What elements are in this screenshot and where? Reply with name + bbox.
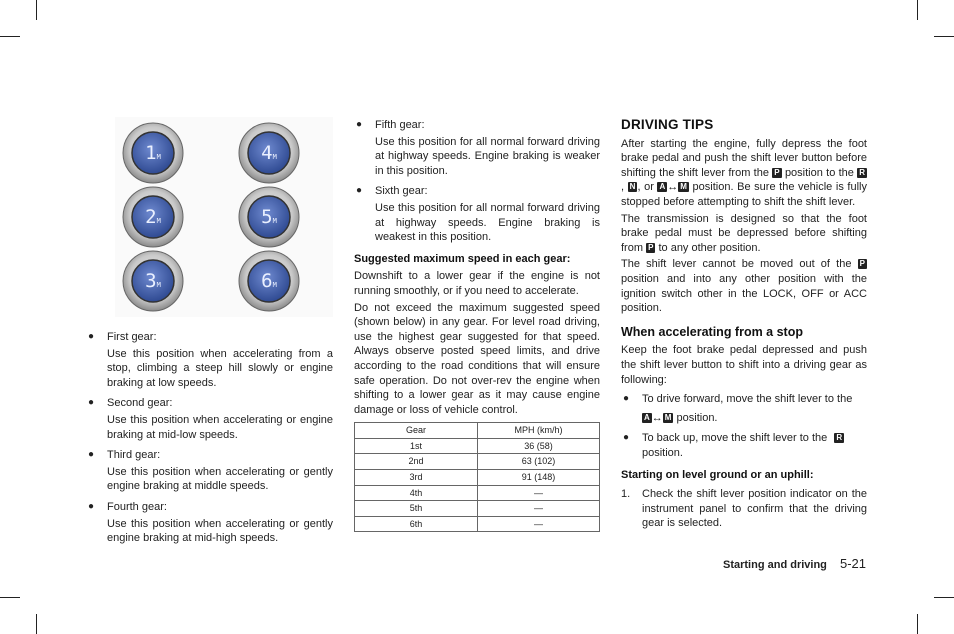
paragraph: After starting the engine, fully depress the foot brake pedal and push the shift lever button before shifting the shift lever from the P position to the R, N , or A ↔ M position. Be sure the vehicle is fully stopped before attempting to shift the shift lever.	[621, 137, 867, 208]
bullet-item	[621, 431, 867, 460]
text: to any other position.	[658, 241, 761, 254]
gear-3-label: 3M	[145, 270, 161, 292]
table-row	[355, 516, 600, 532]
item-text: Use this position when accelerating from a stop, climbing a steep hill slowly or engine braking at low speeds.	[107, 347, 333, 389]
gear-item	[354, 118, 600, 178]
gear-4-label: 4M	[261, 142, 277, 164]
paragraph: Do not exceed the maximum suggested speed (shown below) in any gear. For level road driving, use the highest gear suggested for that speed. Always observe posted speed limits, and drive according to the road conditions that will ensure safe operation. Do not over-rev the engine when shifting to a lower gear as it may cause engine damage or loss of vehicle control.	[354, 301, 600, 416]
arrow-icon: ↔	[667, 181, 679, 194]
bullet-title	[86, 396, 333, 411]
item-title: First gear:	[107, 331, 157, 343]
paragraph	[621, 257, 867, 315]
table-header: MPH (km/h)	[478, 423, 600, 439]
table-cell: 91 (148)	[478, 470, 600, 486]
bullet-item	[621, 392, 867, 425]
gear-item	[86, 500, 333, 546]
crop-mark	[917, 614, 918, 634]
bullet-title	[354, 184, 600, 199]
gear-indicators-svg	[115, 117, 333, 317]
paragraph	[621, 212, 867, 256]
table-cell: —	[478, 501, 600, 517]
item-text: Use this position when accelerating or gently engine braking at mid-high speeds.	[107, 517, 333, 545]
bullet-continuation	[642, 411, 867, 426]
crop-mark	[0, 597, 20, 598]
table-cell: 63 (102)	[478, 454, 600, 470]
speed-heading: Suggested maximum speed in each gear:	[354, 252, 571, 265]
text: position.	[676, 411, 718, 424]
text: position to the	[784, 166, 854, 179]
item-title: Fourth gear:	[107, 500, 167, 513]
bullet-title	[86, 448, 333, 463]
item-text: Use this position when accelerating or gently engine braking at middle speeds.	[107, 465, 333, 493]
gear-4-indicator	[239, 123, 299, 183]
table-row	[355, 470, 600, 486]
level-heading: Starting on level ground or an uphill:	[621, 469, 814, 482]
bullet-dot: ●	[356, 185, 363, 197]
gear-item	[86, 448, 333, 494]
gear-item	[354, 184, 600, 244]
item-title: Third gear:	[107, 449, 161, 462]
text: To drive forward, move the shift lever to the	[642, 393, 853, 406]
r-key-icon: R	[859, 167, 866, 177]
crop-mark	[0, 36, 20, 37]
item-text: Use this position for all normal forward driving at highway speeds. Engine braking is weakest in this position.	[375, 201, 600, 244]
section-heading: DRIVING TIPS	[621, 117, 714, 132]
gear-5-indicator	[239, 187, 299, 247]
table-cell: 5th	[355, 501, 478, 517]
gear-item	[86, 330, 333, 390]
speed-table	[354, 422, 600, 532]
numbered-step	[621, 487, 867, 531]
table-cell: —	[478, 485, 600, 501]
gear-1-label: 1M	[145, 142, 161, 164]
text: position. Be sure the vehicle is fully stopped before attempting to shift the shift lever.	[621, 181, 867, 208]
bullet-dot: ●	[88, 331, 95, 342]
bullet-text	[621, 431, 867, 446]
bullet-dot: ●	[88, 500, 95, 512]
m-key-icon: M	[680, 182, 687, 192]
gear-2-label: 2M	[145, 206, 161, 228]
text: The shift lever cannot be moved out of the	[621, 258, 852, 271]
middle-column	[354, 118, 600, 532]
crop-mark	[934, 597, 954, 598]
bullet-dot: ●	[623, 432, 630, 444]
page-footer	[723, 556, 866, 571]
table-row	[355, 454, 600, 470]
table-cell: 4th	[355, 485, 478, 501]
gear-1-indicator	[123, 123, 183, 183]
p-key-icon: P	[859, 259, 865, 269]
bullet-title	[86, 500, 333, 515]
gear-6-indicator	[239, 251, 299, 311]
bullet-title	[354, 118, 600, 133]
table-header: Gear	[355, 423, 478, 439]
text: The transmission is designed so that the foot brake pedal must be depressed before shifting from	[621, 212, 867, 254]
table-header-row	[355, 423, 600, 439]
bullet-title	[86, 330, 333, 345]
item-text: Use this position when accelerating or engine braking at mid-low speeds.	[107, 413, 333, 441]
bullet-dot: ●	[623, 393, 630, 405]
table-cell: 36 (58)	[478, 438, 600, 454]
text: position and into any other position with the ignition switch other in the LOCK, OFF or ACC position.	[621, 272, 867, 315]
crop-mark	[36, 614, 37, 634]
crop-mark	[36, 0, 37, 20]
paragraph: Keep the foot brake pedal depressed and push the shift lever button to shift into a driving gear as following:	[621, 344, 867, 386]
m-key-icon: M	[664, 412, 672, 422]
arrow-icon: ↔	[651, 411, 663, 424]
p-key-icon: P	[648, 242, 654, 252]
step-text: Check the shift lever position indicator on the instrument panel to confirm that the driving gear is selected.	[642, 488, 867, 530]
right-column	[621, 118, 867, 531]
bullet-dot: ●	[88, 397, 95, 409]
table-row	[355, 501, 600, 517]
gear-6-label: 6M	[261, 270, 277, 292]
table-cell: 6th	[355, 516, 478, 532]
bullet-text	[621, 392, 867, 407]
bullet-continuation: position.	[642, 446, 683, 459]
table-cell: —	[478, 516, 600, 532]
table-row	[355, 438, 600, 454]
r-key-icon: R	[836, 433, 843, 443]
text: To back up, move the shift lever to the	[642, 432, 828, 445]
page-number: 5-21	[839, 556, 866, 571]
bullet-dot: ●	[356, 119, 363, 130]
table-row	[355, 485, 600, 501]
item-title: Sixth gear:	[375, 185, 428, 198]
item-title: Second gear:	[107, 397, 173, 410]
gear-indicator-illustration	[115, 117, 333, 317]
gear-5-label: 5M	[261, 206, 277, 228]
subheading: When accelerating from a stop	[621, 324, 803, 339]
left-column	[86, 330, 333, 546]
crop-mark	[934, 36, 954, 37]
table-cell: 2nd	[355, 454, 478, 470]
footer-section: Starting and driving	[723, 559, 827, 571]
p-key-icon: P	[774, 167, 780, 177]
n-key-icon: N	[629, 182, 636, 192]
item-title: Fifth gear:	[375, 119, 425, 131]
text: After starting the engine, fully depress the foot brake pedal and push the shift lever button before shifting the shift lever from the	[621, 137, 867, 179]
paragraph: Downshift to a lower gear if the engine is not running smoothly, or if you need to accelerate.	[354, 270, 600, 297]
bullet-dot: ●	[88, 449, 95, 461]
gear-2-indicator	[123, 187, 183, 247]
crop-mark	[917, 0, 918, 20]
step-number: 1.	[621, 488, 631, 501]
text: , or	[637, 181, 654, 194]
table-cell: 3rd	[355, 470, 478, 486]
table-cell: 1st	[355, 438, 478, 454]
gear-3-indicator	[123, 251, 183, 311]
item-text: Use this position for all normal forward driving at highway speeds. Engine braking is weaker in this position.	[375, 135, 600, 177]
a-key-icon: A	[659, 182, 666, 192]
a-key-icon: A	[644, 412, 650, 422]
gear-item	[86, 396, 333, 442]
